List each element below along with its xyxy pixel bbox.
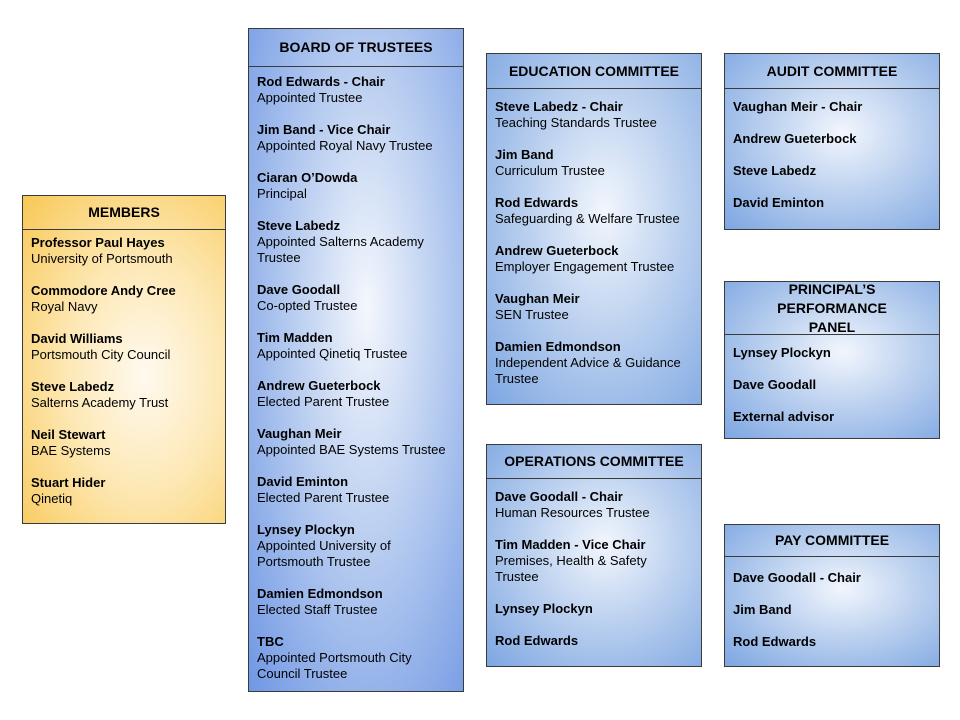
education-committee-box (486, 53, 702, 405)
person-name: Lynsey Plockyn (257, 522, 355, 537)
person-name: David Williams (31, 331, 123, 346)
audit-committee-box (724, 53, 940, 230)
person-role: Elected Parent Trustee (257, 490, 390, 505)
list-item (495, 195, 693, 227)
principal-performance-panel-box (724, 281, 940, 439)
person-name: Steve Labedz (733, 163, 817, 178)
person-name: External advisor (733, 409, 835, 424)
list-item (257, 330, 455, 362)
list-item (733, 602, 931, 618)
list-item (257, 218, 455, 266)
audit-title: AUDIT COMMITTEE (725, 54, 939, 89)
person-role: Safeguarding & Welfare Trustee (495, 211, 680, 226)
principal-panel-list (725, 335, 939, 429)
list-item (733, 570, 931, 586)
person-name: Tim Madden - Vice Chair (495, 537, 646, 552)
person-role: University of Portsmouth (31, 251, 173, 266)
list-item (733, 345, 931, 361)
list-item (733, 377, 931, 393)
list-item (257, 522, 455, 570)
person-role: Elected Parent Trustee (257, 394, 390, 409)
person-role: Independent Advice & Guidance Trustee (495, 355, 681, 386)
list-item (31, 331, 217, 363)
person-name: Rod Edwards (495, 195, 579, 210)
person-name: Rod Edwards (733, 634, 817, 649)
person-role: Salterns Academy Trust (31, 395, 169, 410)
person-name: Damien Edmondson (495, 339, 621, 354)
person-name: Tim Madden (257, 330, 333, 345)
person-name: Andrew Gueterbock (733, 131, 857, 146)
list-item (31, 235, 217, 267)
person-name: Dave Goodall - Chair (495, 489, 623, 504)
person-role: Employer Engagement Trustee (495, 259, 675, 274)
principal-panel-title: PRINCIPAL’S PERFORMANCE PANEL (725, 282, 939, 335)
person-name: Lynsey Plockyn (733, 345, 831, 360)
person-role: Qinetiq (31, 491, 73, 506)
pay-list (725, 557, 939, 654)
person-role: Co-opted Trustee (257, 298, 358, 313)
operations-list (487, 479, 701, 653)
list-item (257, 634, 455, 682)
person-name: Jim Band (733, 602, 792, 617)
person-name: TBC (257, 634, 284, 649)
list-item (31, 283, 217, 315)
list-item (733, 409, 931, 425)
person-name: Stuart Hider (31, 475, 106, 490)
person-role: Appointed Qinetiq Trustee (257, 346, 408, 361)
list-item (31, 379, 217, 411)
board-of-trustees-box (248, 28, 464, 692)
list-item (733, 163, 931, 179)
list-item (495, 537, 693, 585)
operations-title: OPERATIONS COMMITTEE (487, 445, 701, 479)
person-role: Appointed Trustee (257, 90, 363, 105)
education-list (487, 89, 701, 391)
person-role: Premises, Health & Safety Trustee (495, 553, 647, 584)
person-role: Royal Navy (31, 299, 98, 314)
person-name: Rod Edwards (495, 633, 579, 648)
person-role: SEN Trustee (495, 307, 569, 322)
person-name: Vaughan Meir - Chair (733, 99, 863, 114)
members-title: MEMBERS (23, 196, 225, 230)
person-name: Neil Stewart (31, 427, 106, 442)
person-name: Dave Goodall (257, 282, 341, 297)
pay-committee-box (724, 524, 940, 667)
person-role: Portsmouth City Council (31, 347, 171, 362)
person-name: Rod Edwards - Chair (257, 74, 385, 89)
list-item (495, 243, 693, 275)
list-item (257, 122, 455, 154)
list-item (257, 74, 455, 106)
person-role: Appointed Portsmouth City Council Trustee (257, 650, 412, 681)
person-role: Teaching Standards Trustee (495, 115, 657, 130)
person-role: Appointed University of Portsmouth Trustee (257, 538, 391, 569)
person-name: Andrew Gueterbock (257, 378, 381, 393)
list-item (495, 99, 693, 131)
list-item (31, 475, 217, 507)
audit-list (725, 89, 939, 215)
person-name: David Eminton (257, 474, 349, 489)
person-name: Vaughan Meir (495, 291, 580, 306)
list-item (257, 282, 455, 314)
list-item (257, 474, 455, 506)
list-item (495, 147, 693, 179)
operations-committee-box (486, 444, 702, 667)
list-item (495, 339, 693, 387)
list-item (733, 99, 931, 115)
person-name: Dave Goodall (733, 377, 817, 392)
list-item (495, 633, 693, 649)
list-item (257, 586, 455, 618)
person-role: BAE Systems (31, 443, 111, 458)
pay-title: PAY COMMITTEE (725, 525, 939, 557)
education-title: EDUCATION COMMITTEE (487, 54, 701, 89)
person-name: Lynsey Plockyn (495, 601, 593, 616)
person-name: David Eminton (733, 195, 825, 210)
person-name: Steve Labedz - Chair (495, 99, 623, 114)
list-item (733, 131, 931, 147)
person-role: Elected Staff Trustee (257, 602, 378, 617)
person-name: Damien Edmondson (257, 586, 383, 601)
person-name: Jim Band (495, 147, 554, 162)
list-item (257, 378, 455, 410)
person-name: Professor Paul Hayes (31, 235, 165, 250)
person-name: Ciaran O’Dowda (257, 170, 358, 185)
person-name: Steve Labedz (257, 218, 341, 233)
list-item (31, 427, 217, 459)
person-name: Jim Band - Vice Chair (257, 122, 391, 137)
person-role: Curriculum Trustee (495, 163, 605, 178)
person-role: Human Resources Trustee (495, 505, 650, 520)
board-list (249, 67, 463, 686)
list-item (495, 601, 693, 617)
members-list (23, 230, 225, 511)
list-item (257, 170, 455, 202)
person-name: Vaughan Meir (257, 426, 342, 441)
list-item (495, 489, 693, 521)
person-role: Appointed Royal Navy Trustee (257, 138, 433, 153)
list-item (257, 426, 455, 458)
person-name: Andrew Gueterbock (495, 243, 619, 258)
person-role: Appointed Salterns Academy Trustee (257, 234, 424, 265)
person-name: Dave Goodall - Chair (733, 570, 861, 585)
board-title: BOARD OF TRUSTEES (249, 29, 463, 67)
members-box (22, 195, 226, 524)
person-name: Commodore Andy Cree (31, 283, 176, 298)
person-name: Steve Labedz (31, 379, 115, 394)
person-role: Principal (257, 186, 307, 201)
list-item (495, 291, 693, 323)
list-item (733, 195, 931, 211)
list-item (733, 634, 931, 650)
person-role: Appointed BAE Systems Trustee (257, 442, 446, 457)
